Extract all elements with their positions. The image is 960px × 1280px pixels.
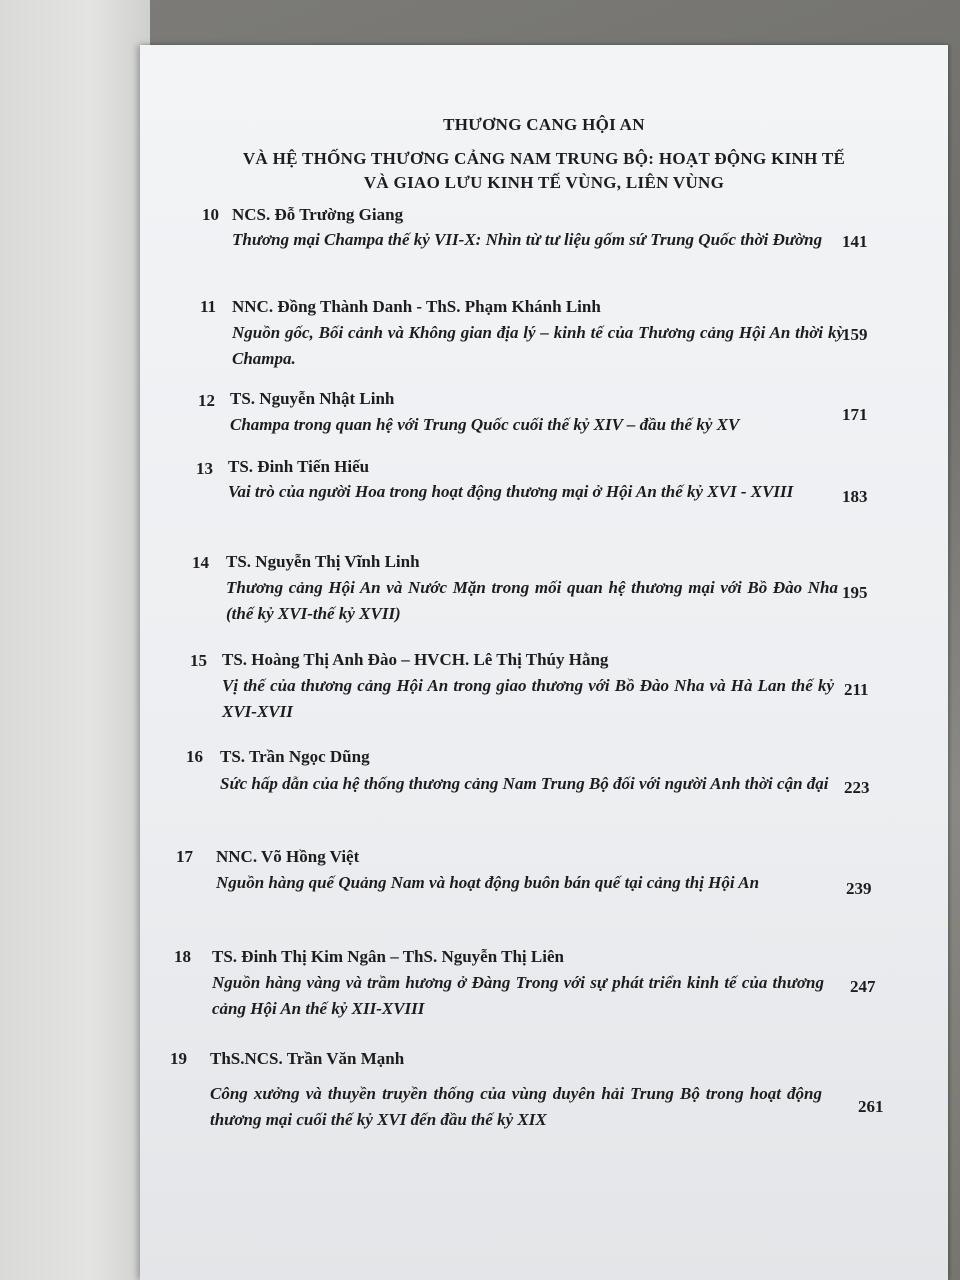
entry-page-number: 195 (842, 583, 868, 602)
entry-author: TS. Đinh Tiến Hiếu (228, 457, 370, 476)
entry-page-number: 223 (844, 778, 870, 797)
entry-number: 13 (196, 459, 213, 478)
adjacent-page (0, 0, 150, 1280)
entry-title: Vị thế của thương cảng Hội An trong giao thương với Bồ Đào Nha và Hà Lan thế kỷ XVI-XVII (222, 676, 834, 721)
entry-author: TS. Trần Ngọc Dũng (220, 747, 370, 766)
entry-title: Nguồn hàng quế Quảng Nam và hoạt động buôn bán quế tại cảng thị Hội An (216, 873, 760, 892)
entry-title: Vai trò của người Hoa trong hoạt động thương mại ở Hội An thế kỷ XVI - XVIII (228, 482, 794, 501)
entry-page-number: 239 (846, 879, 872, 898)
entry-number: 17 (176, 847, 193, 866)
entry-number: 10 (202, 205, 219, 224)
entry-title: Champa trong quan hệ với Trung Quốc cuối thế kỷ XIV – đầu thế kỷ XV (230, 415, 740, 434)
entry-author: ThS.NCS. Trần Văn Mạnh (210, 1049, 405, 1068)
entry-title: Công xưởng và thuyền truyền thống của vùng duyên hải Trung Bộ trong hoạt động thương mại cuối thế kỷ XVI đến đầu thế kỷ XIX (210, 1084, 822, 1129)
entry-title: Sức hấp dẫn của hệ thống thương cảng Nam Trung Bộ đối với người Anh thời cận đại (220, 774, 829, 793)
entry-number: 15 (190, 651, 207, 670)
entry-number: 11 (200, 297, 217, 316)
entry-page-number: 183 (842, 487, 868, 506)
section-heading-line-1: THƯƠNG CANG HỘI AN (443, 115, 645, 134)
entry-author: TS. Đinh Thị Kim Ngân – ThS. Nguyễn Thị Liên (212, 947, 564, 966)
document-page (140, 45, 948, 1280)
entry-number: 12 (198, 391, 215, 410)
entry-title: Thương mại Champa thế kỷ VII-X: Nhìn từ tư liệu gốm sứ Trung Quốc thời Đường (232, 230, 823, 249)
entry-author: TS. Hoàng Thị Anh Đào – HVCH. Lê Thị Thúy Hằng (222, 650, 609, 669)
entry-author: NCS. Đỗ Trường Giang (232, 205, 404, 224)
entry-page-number: 247 (850, 977, 876, 996)
entry-number: 16 (186, 747, 203, 766)
entry-author: TS. Nguyễn Thị Vĩnh Linh (226, 552, 420, 571)
entry-author: NNC. Võ Hồng Việt (216, 847, 360, 866)
entry-title: Nguồn gốc, Bối cảnh và Không gian địa lý – kinh tế của Thương cảng Hội An thời kỳ Champa. (232, 323, 844, 368)
entry-page-number: 159 (842, 325, 868, 344)
entry-page-number: 141 (842, 232, 868, 251)
entry-title: Nguồn hàng vàng và trầm hương ở Đàng Trong với sự phát triển kinh tế của thương cảng Hội An thế kỷ XII-XVIII (212, 973, 824, 1018)
entry-number: 19 (170, 1049, 187, 1068)
section-heading-line-3: VÀ GIAO LƯU KINH TẾ VÙNG, LIÊN VÙNG (363, 173, 725, 192)
entry-author: NNC. Đồng Thành Danh - ThS. Phạm Khánh Linh (232, 297, 601, 316)
entry-page-number: 211 (844, 680, 869, 699)
entry-title: Thương cảng Hội An và Nước Mặn trong mối quan hệ thương mại với Bồ Đào Nha (thế kỷ XVI-thế kỷ XVII) (226, 578, 838, 623)
entry-page-number: 261 (858, 1097, 884, 1116)
section-heading-line-2: VÀ HỆ THỐNG THƯƠNG CẢNG NAM TRUNG BỘ: HOẠT ĐỘNG KINH TẾ (242, 149, 846, 168)
entry-page-number: 171 (842, 405, 868, 424)
entry-number: 14 (192, 553, 209, 572)
entry-number: 18 (174, 947, 191, 966)
entry-author: TS. Nguyễn Nhật Linh (230, 389, 395, 408)
